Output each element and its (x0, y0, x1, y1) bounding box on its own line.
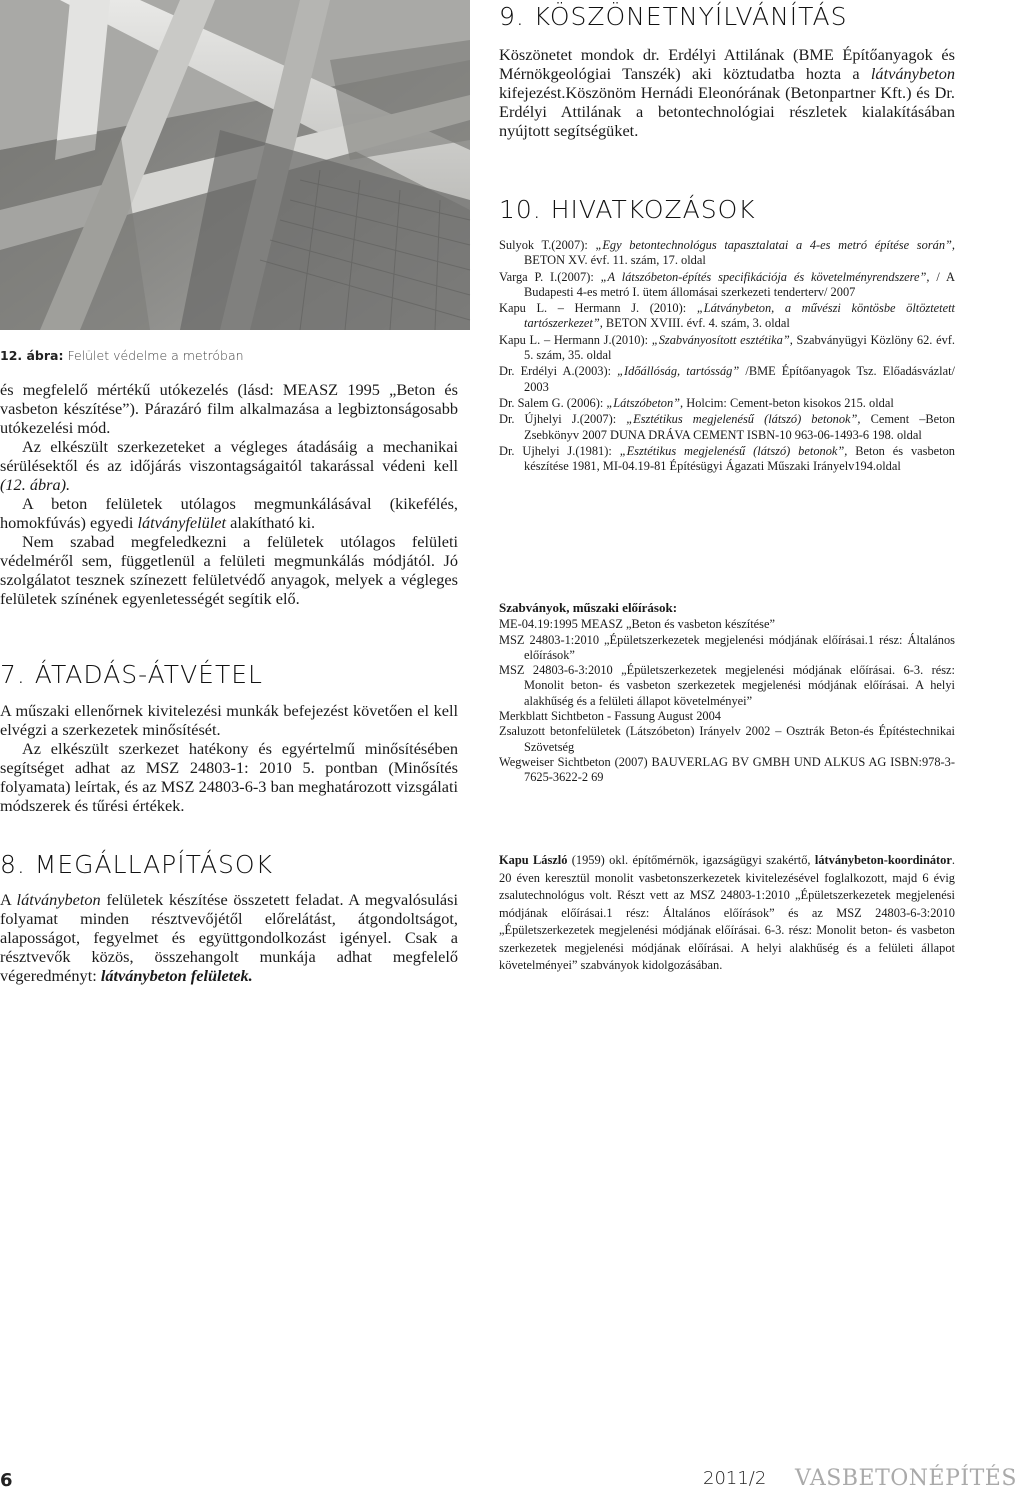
text-span: kifejezést.Köszönöm Hernádi Eleonórának (Betonpartner Kft.) és Dr. Erdélyi Attilának a betontechnológiai részletek kialakításában nyújtott segítségüket. (499, 83, 955, 140)
paragraph (0, 437, 458, 494)
paragraph: és megfelelő mértékű utókezelés (lásd: MEASZ 1995 „Beton és vasbeton készítése”). Párazáró film alkalmazása a legbiztonságosabb utókezelési mód. (0, 380, 458, 437)
emphasis: látványbeton (16, 890, 101, 909)
page-number: 6 (0, 1470, 13, 1491)
paragraph (499, 45, 955, 140)
reference-item (499, 412, 955, 443)
paragraph: Nem szabad megfeledkezni a felületek utólagos felületi védelméről sem, függetlenül a felületi megmunkálás módjától. Jó szolgálatot tesznek színezett felületvédő anyagok, melyek a végleges felületek színének egyenletességét segítik elő. (0, 532, 458, 608)
ref-title: „Időállóság, tartósság” (617, 364, 740, 379)
figure-reference: (12. ábra). (0, 475, 71, 494)
reference-item (499, 270, 955, 301)
ref-source: Holcim: Cement-beton kisokos 215. oldal (683, 395, 894, 410)
standard-item: Merkblatt Sichtbeton - Fassung August 2004 (499, 709, 721, 724)
standards-list (499, 600, 955, 786)
section-9-heading: 9. KÖSZÖNETNYÍLVÁNÍTÁS (499, 2, 848, 31)
ref-source: Cement –Beton Zsebkönyv 2007 DUNA DRÁVA CEMENT ISBN-10 963-06-1493-6 198. oldal (524, 412, 955, 442)
ref-author: Dr. Erdélyi A.(2003): (499, 364, 618, 379)
author-bio (499, 852, 955, 975)
journal-brand: VASBETONÉPÍTÉS (795, 1466, 1017, 1491)
reference-item (499, 396, 955, 411)
text-span: felületek készítése összetett feladat. A megvalósulási folyamat minden résztvevőjétől előrelátást, átgondoltságot, alaposságot, fegyelmet és együttgondolkozást igényel. Csak a résztvevők közös, összehangolt munkája adhat megfelelő végeredményt: (0, 890, 458, 985)
text-span: (1959) okl. építőmérnök, igazságügyi szakértő, (567, 853, 815, 867)
figure-caption (0, 348, 244, 363)
ref-title: „Egy betontechnológus tapasztalatai a 4-es metró építése során”, (595, 238, 956, 252)
left-column-body (0, 380, 458, 608)
paragraph: A műszaki ellenőrnek kivitelezési munkák befejezést követően el kell elvégzi a szerkezetek minősítését. (0, 701, 458, 739)
ref-title: „Esztétikus megjelenésű (látszó) betonok”, (626, 412, 861, 427)
section-8-body (0, 890, 458, 985)
standard-item: Wegweiser Sichtbeton (2007) BAUVERLAG BV GMBH UND ALKUS AG ISBN:978-3-7625-3622-2 69 (499, 754, 955, 785)
ref-title: „Esztétikus megjelenésű (látszó) betonok”, (619, 443, 848, 458)
ref-title: „Látványbeton, a művészi köntösbe öltöztetett tartószerkezet”, (524, 301, 955, 331)
issue-number: 2011/2 (703, 1468, 767, 1489)
text-span: Köszönetet mondok dr. Erdélyi Attilának (BME Építőanyagok és Mérnökgeológiai Tanszék) aki köztudatba hozta a (499, 45, 955, 83)
reference-item (499, 301, 955, 332)
ref-author: Dr. Salem G. (2006): (499, 395, 607, 410)
figure-12-photo (0, 0, 470, 330)
ref-author: Kapu L. – Hermann J.(2010): (499, 332, 652, 347)
section-7-heading: 7. ÁTADÁS-ÁTVÉTEL (0, 660, 263, 689)
text-span: A beton felületek utólagos megmunkálásával (kikefélés, homokfúvás) egyedi (0, 494, 458, 532)
text-span: . 20 éven keresztül monolit vasbetonszerkezetek kivitelezésével foglalkozott, majd 6 évig zsalutechnológus volt. Részt vett az MSZ 24803-1:2010 „Épületszerkezetek megjelenési módjának előírásai.1 rész: Általános előírások” és az MSZ 24803-6-3:2010 „Épületszerkezetek megjelenési módjának előírásai. 6-3. rész: Monolit beton- és vasbeton szerkezetek megjelenési módjának előírásai. A helyi alakhűség és a felületi állapot követelményei” szabványok kidolgozásában. (499, 853, 955, 972)
reference-item (499, 238, 955, 269)
references-list (499, 238, 955, 475)
ref-title: „Látszóbeton”, (606, 395, 684, 410)
strong-emphasis: látványbeton felületek. (100, 966, 253, 985)
ref-author: Varga P. I.(2007): (499, 269, 601, 284)
ref-source: Szabványügyi Közlöny 62. évf. 5. szám, 35. oldal (524, 332, 955, 363)
standard-item: Zsaluzott betonfelületek (Látszóbeton) Irányelv 2002 – Osztrák Beton-és Építéstechnikai Szövetség (499, 724, 955, 754)
ref-source: BETON XVIII. évf. 4. szám, 3. oldal (602, 316, 790, 331)
text-span: alakítható ki. (226, 513, 316, 532)
ref-author: Kapu L. – Hermann J. (2010): (499, 301, 697, 316)
text-span: Az elkészült szerkezeteket a végleges átadásáig a mechanikai sérülésektől és az időjárás viszontagságaitól takarással védeni kell (0, 437, 458, 475)
caption-label: 12. ábra: (0, 348, 64, 363)
standards-heading: Szabványok, műszaki előírások: (499, 600, 678, 615)
emphasis: látványfelület (137, 513, 227, 532)
standard-item: MSZ 24803-6-3:2010 „Épületszerkezetek megjelenési módjának előírásai. 6-3. rész: Monolit beton- és vasbeton szerkezetek megjelenési módjának előírásai. A helyi alakhűség és a felületi állapot követelményei” (499, 663, 955, 708)
ref-source: /BME Építőanyagok Tsz. Előadásvázlat/ 2003 (524, 364, 955, 394)
section-8-heading: 8. MEGÁLLAPÍTÁSOK (0, 850, 273, 879)
ref-source: / A Budapesti 4-es metró I. ütem állomásai szerkezeti tenderterv/ 2007 (524, 269, 955, 299)
section-9-body (499, 45, 955, 140)
ref-source: Beton és vasbeton készítése 1981, MI-04.19-81 Építésügyi Ágazati Műszaki Irányelv194.oldal (524, 443, 955, 474)
ref-source: BETON XV. évf. 11. szám, 17. oldal (524, 253, 706, 268)
standard-item: ME-04.19:1995 MEASZ „Beton és vasbeton készítése” (499, 617, 775, 632)
section-10-heading: 10. HIVATKOZÁSOK (499, 195, 756, 224)
text-span: A (0, 890, 17, 909)
standard-item: MSZ 24803-1:2010 „Épületszerkezetek megjelenési módjának előírásai.1 rész: Általános előírások” (499, 632, 955, 662)
caption-text: Felület védelme a metróban (63, 348, 244, 363)
author-name: Kapu László (499, 853, 568, 867)
ref-title: „A látszóbeton-építés specifikációja és követelményrendszere”, (600, 269, 930, 284)
reference-item (499, 333, 955, 364)
emphasis: látványbeton (870, 64, 955, 83)
ref-author: Dr. Ujhelyi J.(1981): (499, 443, 620, 458)
reference-item (499, 444, 955, 475)
paragraph (0, 494, 458, 532)
section-7-body (0, 701, 458, 815)
reference-item (499, 364, 955, 395)
ref-author: Dr. Újhelyi J.(2007): (499, 412, 627, 427)
paragraph (0, 890, 458, 985)
author-role: látványbeton-koordinátor (814, 853, 952, 867)
ref-author: Sulyok T.(2007): (499, 238, 596, 252)
paragraph: Az elkészült szerkezet hatékony és egyértelmű minősítésében segítséget adhat az MSZ 24803-1: 2010 5. pontban (Minősítés folyamata) leírtak, és az MSZ 24803-6-3 ban meghatározott vizsgálati módszerek és tűrési értékek. (0, 739, 458, 815)
ref-title: „Szabványosított esztétika”, (651, 332, 793, 347)
